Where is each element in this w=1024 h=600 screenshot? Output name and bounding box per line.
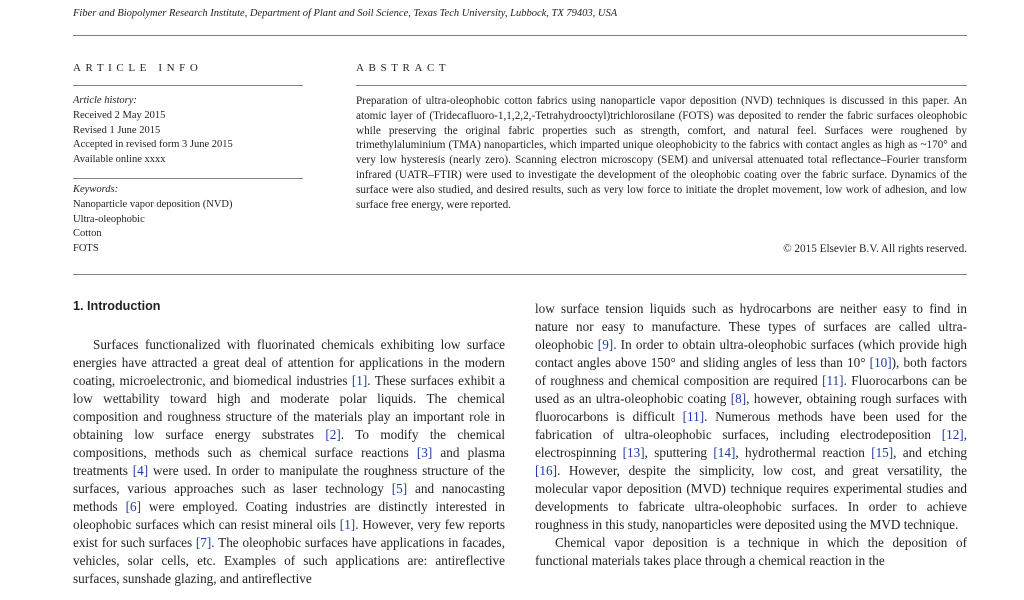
citation-link[interactable]: [1] (339, 517, 356, 532)
article-history (73, 94, 303, 168)
citation-link[interactable]: [2] (325, 427, 341, 442)
citation-link[interactable]: [11] (682, 409, 705, 424)
citation-link[interactable]: [11] (822, 373, 844, 388)
copyright-line: © 2015 Elsevier B.V. All rights reserved. (783, 243, 967, 255)
right-column (535, 300, 967, 570)
citation-link[interactable]: [7] (195, 535, 212, 550)
article-info-divider (73, 85, 303, 86)
citation-link[interactable]: [5] (391, 481, 408, 496)
article-history-label: Article history: (73, 95, 137, 106)
history-received: Received 2 May 2015 (73, 109, 166, 121)
intro-paragraph-1: Surfaces functionalized with fluorinated chemicals exhibiting low surface energies have attracted a great deal of attention for applications in the modern coating, microelectronic, and biomedical industries [1]. These surfaces exhibit a low wettability toward high and moderate polar liquids. The chemical composition and roughness structure of the materials play an important role in obtaining low surface energy substrates [2]. To modify the chemical compositions, methods such as chemical surface reactions [3] and plasma treatments [4] were used. In order to manipulate the roughness structure of the surfaces, various approaches such as laser technology [5] and nanocasting methods [6] were employed. Coating industries are distinctly interested in oleophobic surfaces which can resist mineral oils [1]. However, very few reports exist for such surfaces [7]. The oleophobic surfaces have applications in facades, vehicles, solar cells, etc. Examples of such applications are: antireflective surfaces, sunshade glazing, and antireflective (73, 337, 506, 586)
keyword-item: Cotton (73, 228, 102, 240)
abstract-divider (356, 85, 967, 86)
keywords (73, 183, 303, 257)
citation-link[interactable]: [4] (132, 463, 149, 478)
abstract-text: Preparation of ultra-oleophobic cotton fabrics using nanoparticle vapor deposition (NVD) techniques is discussed in this paper. An atomic layer of (Tridecafluoro-1,1,2,2,-Tetrahydrooctyl)trichlorosilane (FOTS) was deposited to render the fabric surfaces oleophobic while preserving the original fabric properties such as strength, comfort, and natural feel. Surfaces were roughened by trimethylaluminium (TMA) nanoparticles, which imparted unique oleophobicity to the fabrics with contact angles as high as ~170° and very low hysteresis (nearly zero). Scanning electron microscopy (SEM) and universal attenuated total reflectance–Fourier transform infrared (UATR–FTIR) were used to investigate the development of the oleophobic coating over the fabric surface. Dynamics of the surface were also studied, and desired results, such as very low force to initiate the droplet movement, low work of adhesion, and low surface free energy, were reported. (356, 95, 967, 211)
citation-link[interactable]: [9] (597, 337, 614, 352)
citation-link[interactable]: [3] (416, 445, 433, 460)
article-info-heading: ARTICLE INFO (73, 62, 203, 74)
author-affiliation: Fiber and Biopolymer Research Institute, Department of Plant and Soil Science, Texas Tech University, Lubbock, TX 79403, USA (73, 8, 618, 19)
abstract-bottom-divider (73, 274, 967, 275)
section-title: 1. Introduction (73, 299, 161, 313)
abstract-body (356, 94, 967, 212)
citation-link[interactable]: [6] (125, 499, 141, 514)
citation-link[interactable]: [15] (871, 445, 894, 460)
citation-link[interactable]: [8] (730, 391, 747, 406)
abstract-heading: ABSTRACT (356, 62, 451, 74)
intro-paragraph-continued: low surface tension liquids such as hydrocarbons are neither easy to find in nature nor easy to manufacture. These types of surfaces are called ultra-oleophobic [9]. In order to obtain ultra-oleophobic surfaces (which provide high contact angles above 150° and sliding angles of less than 10° [10]), both factors of roughness and chemical composition are required [11]. Fluorocarbons can be used as an ultra-oleophobic coating [8], however, obtaining rough surfaces with fluorocarbons is difficult [11]. Numerous methods have been used for the fabrication of ultra-oleophobic surfaces, including electrodeposition [12], electrospinning [13], sputtering [14], hydrothermal reaction [15], and etching [16]. However, despite the simplicity, low cost, and great versatility, the molecular vapor deposition (MVD) technique requires experimental studies and developments to fabricate ultra-oleophobic surfaces. In order to achieve roughness in this study, nanoparticles were deposited using the MVD technique. (535, 301, 968, 532)
keywords-label: Keywords: (73, 184, 119, 195)
history-accepted: Accepted in revised form 3 June 2015 (73, 139, 233, 151)
history-revised: Revised 1 June 2015 (73, 124, 161, 136)
intro-paragraph-next: Chemical vapor deposition is a technique in which the deposition of functional materials takes place through a chemical reaction in the (535, 535, 967, 568)
keyword-item: Nanoparticle vapor deposition (NVD) (73, 198, 233, 210)
keyword-item: Ultra-oleophobic (73, 213, 145, 225)
history-divider (73, 178, 303, 179)
keyword-item: FOTS (73, 243, 99, 255)
left-column (73, 336, 505, 588)
citation-link[interactable]: [10] (869, 355, 892, 370)
citation-link[interactable]: [16] (535, 463, 557, 478)
citation-link[interactable]: [13] (622, 445, 645, 460)
citation-link[interactable]: [1] (351, 373, 368, 388)
citation-link[interactable]: [12] (941, 427, 964, 442)
citation-link[interactable]: [14] (713, 445, 736, 460)
history-online: Available online xxxx (73, 154, 166, 166)
top-divider (73, 35, 967, 36)
